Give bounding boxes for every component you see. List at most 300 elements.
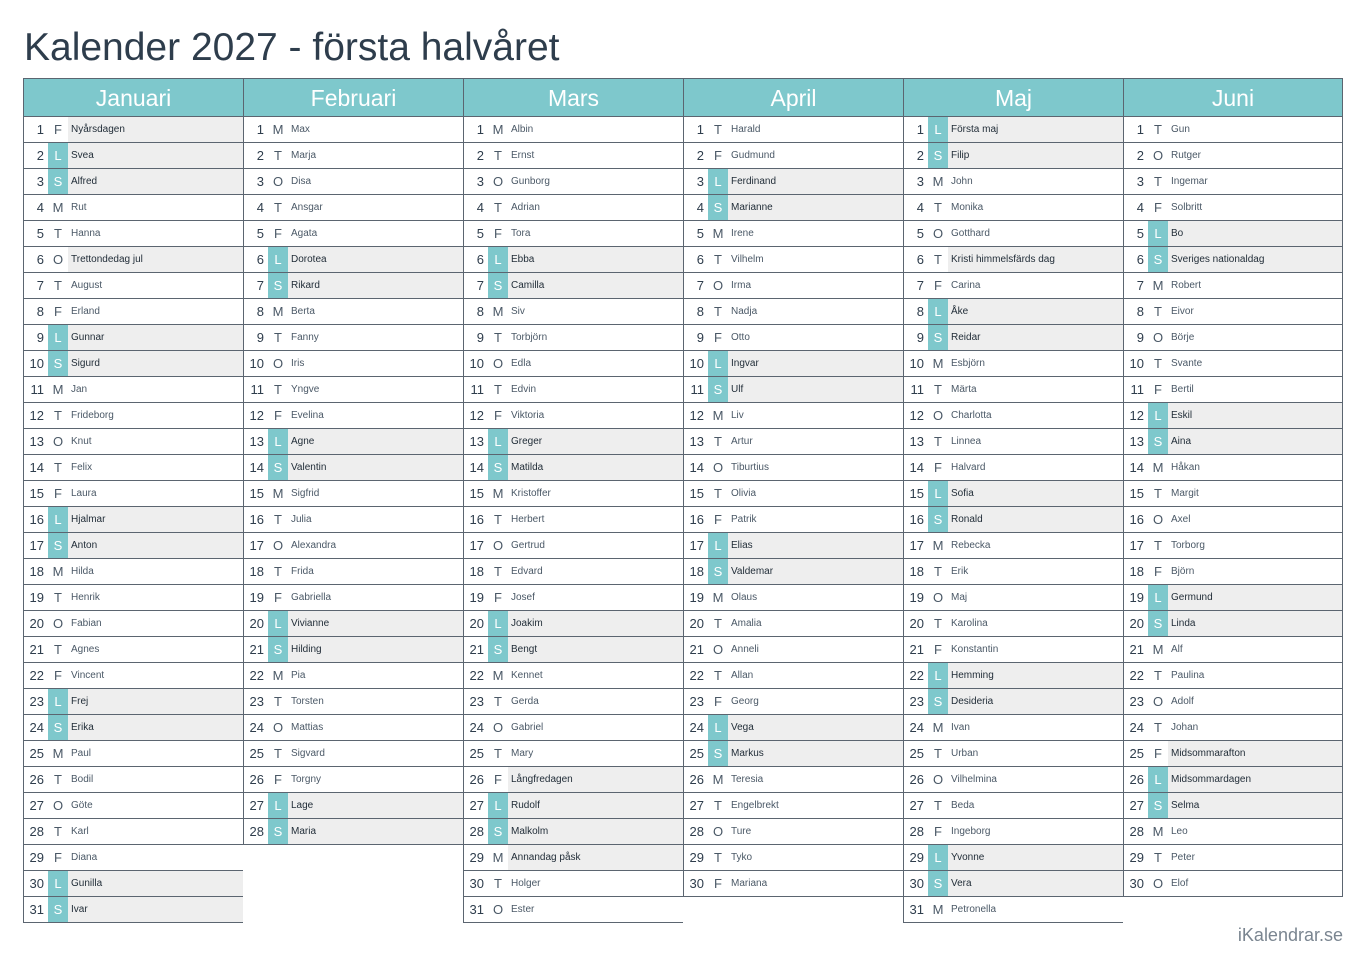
name-day: Nadja xyxy=(731,306,758,317)
weekday-letter: M xyxy=(932,538,944,553)
name-day: Tora xyxy=(511,228,531,239)
day-row xyxy=(1124,689,1342,715)
name-day: Vivianne xyxy=(288,611,463,636)
name-day: Annandag påsk xyxy=(508,845,683,870)
day-number: 17 xyxy=(29,538,44,553)
day-row xyxy=(684,143,903,169)
day-number: 21 xyxy=(469,642,484,657)
name-day: Torgny xyxy=(291,774,322,785)
weekday-letter: F xyxy=(714,512,722,527)
weekday-letter: F xyxy=(934,642,942,657)
day-number: 7 xyxy=(256,278,264,293)
name-day: Margit xyxy=(1171,488,1199,499)
name-day: Trettondedag jul xyxy=(68,247,243,272)
day-row xyxy=(24,299,243,325)
day-number: 7 xyxy=(916,278,924,293)
day-number: 30 xyxy=(29,876,44,891)
day-row xyxy=(1124,559,1342,585)
name-day: Gerda xyxy=(511,696,539,707)
weekday-letter: L xyxy=(928,117,948,142)
day-row xyxy=(904,819,1123,845)
day-row xyxy=(1124,611,1342,637)
name-day: Vincent xyxy=(71,670,105,681)
weekday-letter: M xyxy=(492,850,504,865)
day-number: 24 xyxy=(909,720,924,735)
day-number: 13 xyxy=(29,434,44,449)
name-day: Paulina xyxy=(1171,670,1205,681)
name-day: Alfred xyxy=(68,169,243,194)
weekday-letter: T xyxy=(934,798,942,813)
day-row xyxy=(684,299,903,325)
day-number: 22 xyxy=(689,668,704,683)
name-day: Ferdinand xyxy=(728,169,903,194)
weekday-letter: S xyxy=(268,637,288,662)
day-row xyxy=(1124,793,1342,819)
day-number: 1 xyxy=(1136,122,1144,137)
weekday-letter: T xyxy=(494,200,502,215)
name-day: Pia xyxy=(291,670,306,681)
day-row xyxy=(24,767,243,793)
day-row xyxy=(684,247,903,273)
day-row xyxy=(684,559,903,585)
day-row xyxy=(464,611,683,637)
name-day: Joakim xyxy=(508,611,683,636)
name-day: Agata xyxy=(291,228,318,239)
name-day: Ingemar xyxy=(1171,176,1208,187)
day-number: 31 xyxy=(29,902,44,917)
weekday-letter: M xyxy=(272,304,284,319)
weekday-letter: O xyxy=(272,720,284,735)
day-row xyxy=(1124,403,1342,429)
name-day: Iris xyxy=(291,358,305,369)
weekday-letter: L xyxy=(1148,585,1168,610)
weekday-letter: L xyxy=(488,247,508,272)
weekday-letter: O xyxy=(932,590,944,605)
day-number: 2 xyxy=(1136,148,1144,163)
day-number: 22 xyxy=(469,668,484,683)
name-day: Hanna xyxy=(71,228,101,239)
day-number: 9 xyxy=(1136,330,1144,345)
name-day: Irene xyxy=(731,228,754,239)
day-row xyxy=(244,793,463,819)
name-day: Desideria xyxy=(948,689,1123,714)
day-number: 19 xyxy=(689,590,704,605)
day-number: 30 xyxy=(469,876,484,891)
day-row xyxy=(464,117,683,143)
name-day: Rudolf xyxy=(508,793,683,818)
weekday-letter: O xyxy=(1152,694,1164,709)
day-number: 15 xyxy=(249,486,264,501)
name-day: Göte xyxy=(71,800,93,811)
weekday-letter: S xyxy=(488,819,508,844)
day-number: 3 xyxy=(476,174,484,189)
day-row xyxy=(904,299,1123,325)
day-row xyxy=(464,273,683,299)
day-row xyxy=(244,273,463,299)
name-day: Elof xyxy=(1171,878,1189,889)
name-day: Rutger xyxy=(1171,150,1202,161)
day-number: 28 xyxy=(249,824,264,839)
day-number: 30 xyxy=(689,876,704,891)
weekday-letter: L xyxy=(268,429,288,454)
day-number: 18 xyxy=(689,564,704,579)
weekday-letter: O xyxy=(272,538,284,553)
day-row xyxy=(904,221,1123,247)
day-number: 8 xyxy=(1136,304,1144,319)
weekday-letter: L xyxy=(268,793,288,818)
name-day: Greger xyxy=(508,429,683,454)
weekday-letter: M xyxy=(492,486,504,501)
weekday-letter: M xyxy=(932,902,944,917)
day-number: 31 xyxy=(909,902,924,917)
day-row xyxy=(464,637,683,663)
weekday-letter: L xyxy=(488,611,508,636)
weekday-letter: T xyxy=(494,746,502,761)
weekday-letter: M xyxy=(52,746,64,761)
day-number: 18 xyxy=(249,564,264,579)
day-row xyxy=(904,585,1123,611)
weekday-letter: T xyxy=(714,434,722,449)
name-day: Ivar xyxy=(68,897,243,922)
day-row xyxy=(684,481,903,507)
name-day: Ester xyxy=(511,904,535,915)
day-number: 17 xyxy=(689,538,704,553)
day-number: 7 xyxy=(36,278,44,293)
day-number: 27 xyxy=(249,798,264,813)
weekday-letter: S xyxy=(708,377,728,402)
name-day: Tyko xyxy=(731,852,753,863)
day-number: 22 xyxy=(909,668,924,683)
day-number: 16 xyxy=(689,512,704,527)
day-number: 24 xyxy=(29,720,44,735)
weekday-letter: F xyxy=(494,590,502,605)
month-header: Mars xyxy=(464,78,683,117)
day-number: 25 xyxy=(909,746,924,761)
weekday-letter: L xyxy=(1148,221,1168,246)
weekday-letter: O xyxy=(272,356,284,371)
day-row xyxy=(1124,481,1342,507)
day-row xyxy=(244,455,463,481)
name-day: Amalia xyxy=(731,618,762,629)
day-number: 24 xyxy=(1129,720,1144,735)
month-column xyxy=(243,78,463,845)
day-row xyxy=(904,533,1123,559)
name-day: Gertrud xyxy=(511,540,545,551)
day-number: 2 xyxy=(256,148,264,163)
month-column xyxy=(463,78,683,923)
day-row xyxy=(904,611,1123,637)
name-day: Sveriges nationaldag xyxy=(1168,247,1342,272)
name-day: Mariana xyxy=(731,878,768,889)
weekday-letter: O xyxy=(52,252,64,267)
day-row xyxy=(684,403,903,429)
name-day: Urban xyxy=(951,748,979,759)
weekday-letter: T xyxy=(274,564,282,579)
day-row xyxy=(24,273,243,299)
day-number: 23 xyxy=(909,694,924,709)
day-row xyxy=(24,559,243,585)
day-row xyxy=(24,143,243,169)
name-day: Valentin xyxy=(288,455,463,480)
day-row xyxy=(904,325,1123,351)
day-row xyxy=(244,169,463,195)
weekday-letter: M xyxy=(492,668,504,683)
day-row xyxy=(684,585,903,611)
day-row xyxy=(904,845,1123,871)
name-day: Germund xyxy=(1168,585,1342,610)
day-row xyxy=(684,871,903,897)
weekday-letter: S xyxy=(708,741,728,766)
name-day: Adrian xyxy=(511,202,540,213)
weekday-letter: L xyxy=(268,247,288,272)
day-row xyxy=(244,247,463,273)
name-day: Sigfrid xyxy=(291,488,320,499)
weekday-letter: M xyxy=(932,720,944,735)
weekday-letter: F xyxy=(1154,746,1162,761)
day-number: 26 xyxy=(249,772,264,787)
day-number: 13 xyxy=(249,434,264,449)
day-row xyxy=(244,715,463,741)
day-row xyxy=(1124,377,1342,403)
day-row xyxy=(24,637,243,663)
name-day: Berta xyxy=(291,306,315,317)
name-day: Bo xyxy=(1168,221,1342,246)
day-row xyxy=(244,767,463,793)
weekday-letter: S xyxy=(928,507,948,532)
day-row xyxy=(684,663,903,689)
name-day: Julia xyxy=(291,514,312,525)
day-row xyxy=(904,195,1123,221)
day-number: 8 xyxy=(916,304,924,319)
day-number: 11 xyxy=(250,382,264,397)
day-row xyxy=(464,351,683,377)
day-number: 11 xyxy=(910,382,924,397)
name-day: Anneli xyxy=(731,644,759,655)
day-row xyxy=(244,559,463,585)
name-day: Gunborg xyxy=(511,176,550,187)
day-row xyxy=(904,871,1123,897)
day-number: 14 xyxy=(249,460,264,475)
name-day: Evelina xyxy=(291,410,324,421)
name-day: Börje xyxy=(1171,332,1195,343)
day-row xyxy=(1124,429,1342,455)
month-header: Januari xyxy=(24,78,243,117)
name-day: Johan xyxy=(1171,722,1199,733)
month-column xyxy=(23,78,243,923)
weekday-letter: L xyxy=(708,351,728,376)
name-day: Sigurd xyxy=(68,351,243,376)
name-day: Leo xyxy=(1171,826,1188,837)
day-number: 26 xyxy=(909,772,924,787)
day-row xyxy=(684,273,903,299)
day-row xyxy=(1124,195,1342,221)
weekday-letter: F xyxy=(274,772,282,787)
day-row xyxy=(684,637,903,663)
month-column xyxy=(903,78,1123,923)
weekday-letter: T xyxy=(274,512,282,527)
day-row xyxy=(24,611,243,637)
weekday-letter: T xyxy=(714,122,722,137)
weekday-letter: M xyxy=(1152,460,1164,475)
day-row xyxy=(244,221,463,247)
weekday-letter: O xyxy=(932,408,944,423)
day-row xyxy=(904,715,1123,741)
weekday-letter: T xyxy=(1154,356,1162,371)
day-row xyxy=(1124,299,1342,325)
day-number: 20 xyxy=(469,616,484,631)
weekday-letter: T xyxy=(494,330,502,345)
weekday-letter: T xyxy=(1154,122,1162,137)
name-day: Georg xyxy=(731,696,759,707)
name-day: Marianne xyxy=(728,195,903,220)
name-day: Bodil xyxy=(71,774,94,785)
day-row xyxy=(464,299,683,325)
weekday-letter: T xyxy=(274,694,282,709)
weekday-letter: T xyxy=(1154,538,1162,553)
day-number: 5 xyxy=(476,226,484,241)
name-day: Marja xyxy=(291,150,317,161)
weekday-letter: S xyxy=(48,715,68,740)
day-row xyxy=(904,637,1123,663)
day-row xyxy=(24,247,243,273)
name-day: Dorotea xyxy=(288,247,463,272)
weekday-letter: F xyxy=(54,850,62,865)
day-row xyxy=(244,481,463,507)
day-number: 23 xyxy=(249,694,264,709)
name-day: Jan xyxy=(71,384,88,395)
name-day: Max xyxy=(291,124,310,135)
weekday-letter: M xyxy=(712,590,724,605)
name-day: Josef xyxy=(511,592,535,603)
name-day: Viktoria xyxy=(511,410,545,421)
day-row xyxy=(1124,117,1342,143)
name-day: John xyxy=(951,176,973,187)
day-number: 24 xyxy=(469,720,484,735)
day-number: 21 xyxy=(1129,642,1144,657)
name-day: Karolina xyxy=(951,618,988,629)
day-number: 21 xyxy=(689,642,704,657)
name-day: Midsommarafton xyxy=(1168,741,1342,766)
weekday-letter: S xyxy=(488,273,508,298)
day-row xyxy=(24,845,243,871)
name-day: Engelbrekt xyxy=(731,800,779,811)
day-number: 16 xyxy=(469,512,484,527)
day-number: 11 xyxy=(30,382,44,397)
weekday-letter: M xyxy=(52,200,64,215)
weekday-letter: M xyxy=(712,408,724,423)
day-number: 3 xyxy=(36,174,44,189)
weekday-letter: T xyxy=(274,148,282,163)
weekday-letter: F xyxy=(714,876,722,891)
name-day: Hilding xyxy=(288,637,463,662)
weekday-letter: O xyxy=(492,538,504,553)
day-row xyxy=(904,741,1123,767)
name-day: Erland xyxy=(71,306,100,317)
day-number: 26 xyxy=(1129,772,1144,787)
day-number: 2 xyxy=(476,148,484,163)
name-day: Torbjörn xyxy=(511,332,548,343)
day-number: 14 xyxy=(1129,460,1144,475)
weekday-letter: T xyxy=(934,564,942,579)
weekday-letter: F xyxy=(54,304,62,319)
name-day: Herbert xyxy=(511,514,545,525)
weekday-letter: S xyxy=(268,455,288,480)
name-day: Filip xyxy=(948,143,1123,168)
name-day: Långfredagen xyxy=(508,767,683,792)
name-day: Hjalmar xyxy=(68,507,243,532)
name-day: Petronella xyxy=(951,904,997,915)
day-number: 7 xyxy=(476,278,484,293)
day-number: 9 xyxy=(696,330,704,345)
day-row xyxy=(244,117,463,143)
day-number: 7 xyxy=(696,278,704,293)
day-row xyxy=(464,715,683,741)
day-number: 9 xyxy=(476,330,484,345)
weekday-letter: F xyxy=(494,772,502,787)
name-day: Bengt xyxy=(508,637,683,662)
name-day: Beda xyxy=(951,800,975,811)
day-row xyxy=(464,533,683,559)
weekday-letter: S xyxy=(928,689,948,714)
day-row xyxy=(244,533,463,559)
day-row xyxy=(24,117,243,143)
day-row xyxy=(1124,663,1342,689)
site-credit: iKalendrar.se xyxy=(1237,925,1343,945)
name-day: Tiburtius xyxy=(731,462,769,473)
name-day: Holger xyxy=(511,878,541,889)
weekday-letter: F xyxy=(1154,382,1162,397)
day-number: 18 xyxy=(29,564,44,579)
day-number: 5 xyxy=(916,226,924,241)
day-row xyxy=(244,195,463,221)
name-day: Patrik xyxy=(731,514,757,525)
name-day: Ivan xyxy=(951,722,970,733)
day-row xyxy=(24,455,243,481)
name-day: Agnes xyxy=(71,644,100,655)
day-row xyxy=(24,221,243,247)
day-row xyxy=(1124,455,1342,481)
day-row xyxy=(464,663,683,689)
day-row xyxy=(684,741,903,767)
weekday-letter: T xyxy=(274,330,282,345)
day-number: 12 xyxy=(469,408,484,423)
day-number: 12 xyxy=(29,408,44,423)
day-row xyxy=(24,351,243,377)
day-number: 23 xyxy=(29,694,44,709)
day-row xyxy=(1124,741,1342,767)
day-row xyxy=(24,663,243,689)
weekday-letter: T xyxy=(494,876,502,891)
name-day: Valdemar xyxy=(728,559,903,584)
weekday-letter: M xyxy=(272,668,284,683)
day-number: 22 xyxy=(249,668,264,683)
name-day: Peter xyxy=(1171,852,1195,863)
weekday-letter: O xyxy=(52,434,64,449)
day-number: 14 xyxy=(689,460,704,475)
name-day: Gunnar xyxy=(68,325,243,350)
weekday-letter: S xyxy=(488,455,508,480)
day-row xyxy=(904,351,1123,377)
name-day: Vera xyxy=(948,871,1123,896)
day-row xyxy=(904,455,1123,481)
day-row xyxy=(24,403,243,429)
day-row xyxy=(684,793,903,819)
name-day: Linda xyxy=(1168,611,1342,636)
day-number: 6 xyxy=(36,252,44,267)
day-number: 13 xyxy=(1129,434,1144,449)
day-row xyxy=(24,585,243,611)
day-row xyxy=(684,117,903,143)
